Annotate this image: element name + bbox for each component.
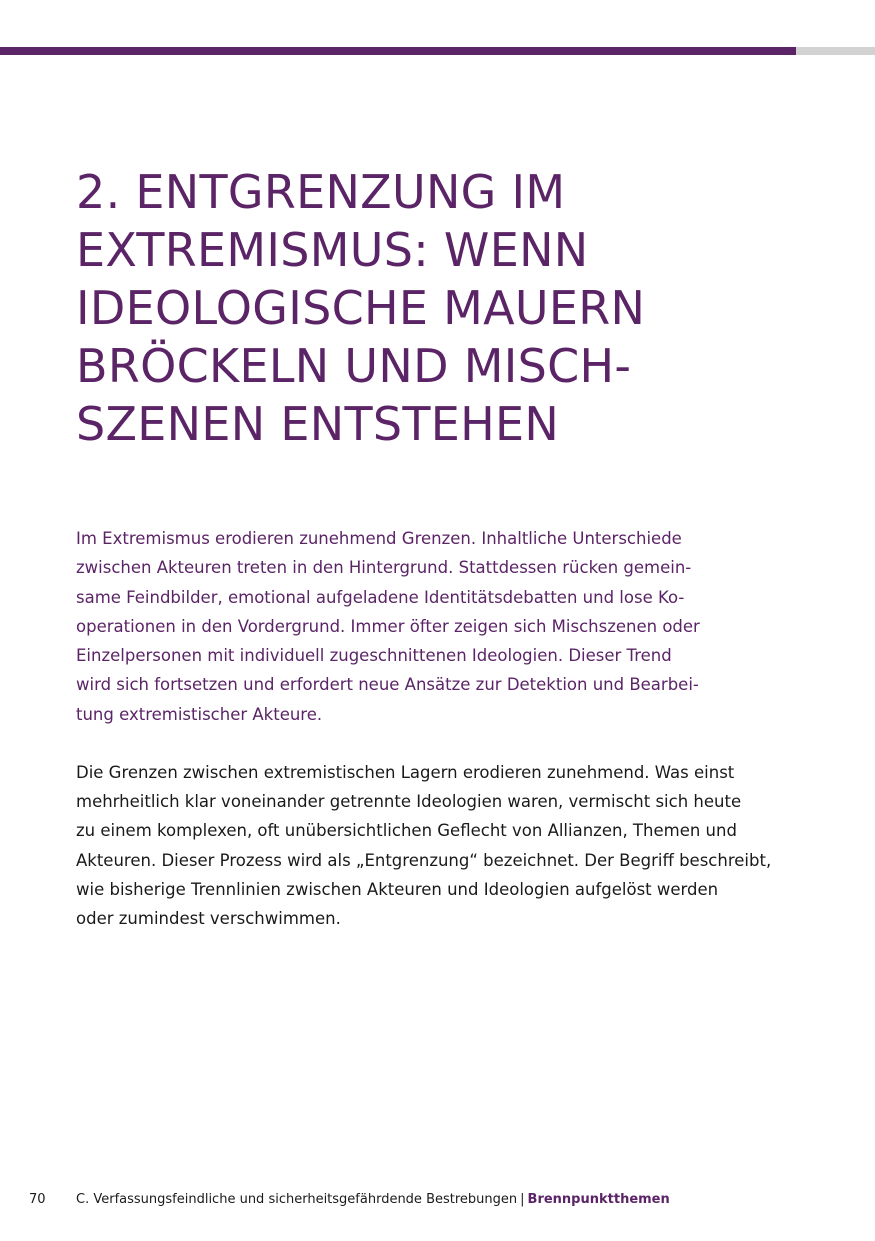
header-gray-rule xyxy=(796,47,875,55)
page-footer xyxy=(0,1188,875,1212)
page-number: 70 xyxy=(29,1192,46,1207)
running-head-section: Brennpunktthemen xyxy=(527,1192,670,1207)
body-line: zu einem komplexen, oft unübersichtlichen Geflecht von Allianzen, Themen und xyxy=(76,821,737,841)
body-line: wie bisherige Trennlinien zwischen Akteuren und Ideologien aufgelöst werden xyxy=(76,879,719,899)
lead-line: wird sich fortsetzen und erfordert neue Ansätze zur Detektion und Bearbei- xyxy=(76,675,699,695)
body-line: oder zumindest verschwimmen. xyxy=(76,909,341,929)
chapter-title-line: SZENEN ENTSTEHEN xyxy=(76,397,560,451)
chapter-title xyxy=(76,163,796,453)
chapter-title-line: BRÖCKELN UND MISCH- xyxy=(76,339,632,393)
lead-line: tung extremistischer Akteure. xyxy=(76,704,323,724)
running-head-chapter: C. Verfassungsfeindliche und sicherheitsgefährdende Bestrebungen xyxy=(76,1192,518,1207)
lead-line: operationen in den Vordergrund. Immer öfter zeigen sich Mischszenen oder xyxy=(76,616,700,636)
chapter-title-line: 2. ENTGRENZUNG IM xyxy=(76,165,566,219)
body-line: mehrheitlich klar voneinander getrennte Ideologien waren, vermischt sich heute xyxy=(76,792,742,812)
body-line: Die Grenzen zwischen extremistischen Lagern erodieren zunehmend. Was einst xyxy=(76,763,735,782)
chapter-title-line: IDEOLOGISCHE MAUERN xyxy=(76,281,646,335)
chapter-title-line: EXTREMISMUS: WENN xyxy=(76,223,589,277)
body-line: Akteuren. Dieser Prozess wird als „Entgrenzung“ bezeichnet. Der Begriff beschreibt, xyxy=(76,850,772,870)
running-head-separator: | xyxy=(520,1192,525,1207)
running-head xyxy=(76,1188,670,1212)
lead-line: same Feindbilder, emotional aufgeladene Identitätsdebatten und lose Ko- xyxy=(76,587,685,607)
lead-line: Im Extremismus erodieren zunehmend Grenzen. Inhaltliche Unterschiede xyxy=(76,529,682,548)
lead-paragraph xyxy=(76,524,796,729)
body-paragraph xyxy=(76,758,796,933)
lead-line: Einzelpersonen mit individuell zugeschnittenen Ideologien. Dieser Trend xyxy=(76,646,672,666)
header-accent-rule xyxy=(0,47,796,55)
lead-line: zwischen Akteuren treten in den Hintergrund. Stattdessen rücken gemein- xyxy=(76,558,692,578)
